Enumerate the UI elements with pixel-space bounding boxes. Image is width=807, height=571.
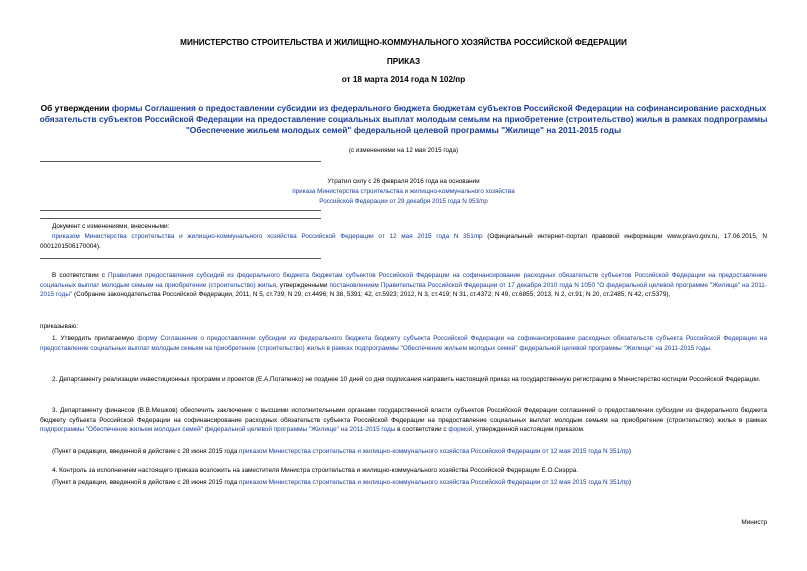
order-word: приказываю: <box>40 323 78 330</box>
preamble-text: , утвержденными <box>276 281 330 289</box>
rules-link[interactable]: Правилами предоставления субсидий из федерального бюджета бюджетам субъектов Российской Федерации на софинансирование расходных обязательств субъектов Российской Федерации на предоставление социальных выплат молодым семьям на приобретение (строительство) жилья <box>40 272 768 289</box>
lost-force-link-line2[interactable]: Российской Федерации от 29 декабря 2015 года N 953/пр <box>319 198 488 205</box>
changes-label: Документ с изменениями, внесенными: <box>52 223 170 230</box>
item-3-text: в соответствии с <box>395 426 449 434</box>
changes-paragraph <box>40 232 767 251</box>
changes-link[interactable]: приказом Министерства строительства и жилищно-коммунального хозяйства Российской Федерации от 12 мая 2015 года N 351/пр <box>52 233 483 240</box>
preamble-paragraph <box>40 271 767 300</box>
note-text: (Пункт в редакции, введенной в действие с 28 июня 2015 года <box>52 479 240 486</box>
divider <box>40 161 321 162</box>
form-link[interactable]: формой <box>448 426 473 434</box>
note-text: ) <box>628 448 631 455</box>
title-prefix: Об утверждении <box>40 103 112 113</box>
item-2: 2. Департаменту реализации инвестиционных программ и проектов (Е.А.Потапенко) не позднее 10 дней со дня подписания направить настоящий приказ на государственную регистрацию в Министерство юстиции Российской Федерации. <box>52 376 761 383</box>
form-link[interactable]: форму Соглашения о предоставлении субсидии из федерального бюджета бюджету субъекта Российской Федерации на софинансирование расходных обязательств субъекта Российской Федерации на предоставление социальных выплат молодым семьям на приобретение (строительство) жилья в рамках подпрограммы "Обеспечение жильем молодых семей" федеральной целевой программы "Жилище" на 2011-2015 годы <box>40 335 768 352</box>
item-3-note <box>40 447 767 457</box>
note-text: (Пункт в редакции, введенной в действие с 28 июня 2015 года <box>52 448 240 455</box>
item-3-text: 3. Департаменту финансов (В.В.Мешков) обеспечить заключение с высшими исполнительными органами государственной власти субъектов Российской Федерации соглашений о предоставлении субсидии из федерального бюджета бюджету субъекта Российской Федерации на софинансирование расходных обязательств субъекта Российской Федерации на предоставление социальных выплат молодым семьям на приобретение (строительство) жилья в рамках <box>40 407 767 424</box>
item-1-text: 1. Утвердить прилагаемую <box>52 335 138 342</box>
divider <box>40 258 321 259</box>
document-date-number: от 18 марта 2014 года N 102/пр <box>341 75 466 84</box>
amendments-note: (с изменениями на 12 мая 2015 года) <box>348 147 459 154</box>
divider <box>40 218 321 219</box>
government-decree-link[interactable]: постановлением Правительства Российской Федерации от 17 декабря 2010 года N 1050 "О федеральной целевой программе "Жилище" на 2011-2015 годы" <box>40 281 767 299</box>
item-4-note <box>40 478 767 488</box>
item-1-end: . <box>710 344 712 352</box>
preamble-text: В соответствии с <box>52 272 109 279</box>
document-title <box>30 103 777 136</box>
lost-force-link-line1[interactable]: приказа Министерства строительства и жилищно-коммунального хозяйства <box>292 188 515 195</box>
changes-tail: (Официальный интернет-портал правовой информации www.pravo.gov.ru, 17.06.2015, N 0001201506170004). <box>40 233 767 250</box>
signature-title: Министр <box>741 519 767 526</box>
note-text: ) <box>628 479 631 486</box>
item-3-text: , утвержденной настоящим приказом. <box>472 426 585 434</box>
divider <box>40 210 321 211</box>
subprogram-link[interactable]: подпрограммы "Обеспечение жильем молодых семей" федеральной целевой программы "Жилище" на 2011-2015 годы <box>40 426 396 434</box>
amending-order-link[interactable]: приказом Министерства строительства и жилищно-коммунального хозяйства Российской Федерации от 12 мая 2015 года N 351/пр <box>239 448 629 455</box>
title-form-link[interactable]: формы Соглашения о предоставлении субсидии из федерального бюджета бюджетам субъектов Российской Федерации на софинансирование расходных обязательств субъектов Российской Федерации на предоставление социальных выплат молодым семьям на приобретение (строительство) жилья в рамках подпрограммы "Обеспечение жильем молодых семей" федеральной целевой программы "Жилище" на 2011-2015 годы <box>39 103 768 135</box>
ministry-heading: МИНИСТЕРСТВО СТРОИТЕЛЬСТВА И ЖИЛИЩНО-КОММУНАЛЬНОГО ХОЗЯЙСТВА РОССИЙСКОЙ ФЕДЕРАЦИИ <box>180 38 627 47</box>
lost-force-text: Утратил силу с 26 февраля 2016 года на основании <box>327 178 480 185</box>
document-type: ПРИКАЗ <box>386 57 421 66</box>
item-1 <box>40 334 767 353</box>
item-3 <box>40 406 767 435</box>
amending-order-link[interactable]: приказом Министерства строительства и жилищно-коммунального хозяйства Российской Федерации от 12 мая 2015 года N 351/пр <box>239 479 629 486</box>
item-4: 4. Контроль за исполнением настоящего приказа возложить на заместителя Министра строительства и жилищно-коммунального хозяйства Российской Федерации Е.О.Сиэрра. <box>52 467 579 474</box>
preamble-text: (Собрание законодательства Российской Федерации, 2011, N 5, ст.739; N 29, ст.4496; N 38, 5391; 42, ст.5923; 2012, N 3, ст.419; N 31, ст.4372; N 49, ст.6855; 2013, N 2, ст.91; N 20, ст.2485; N 42, ст.5379), <box>72 291 671 299</box>
